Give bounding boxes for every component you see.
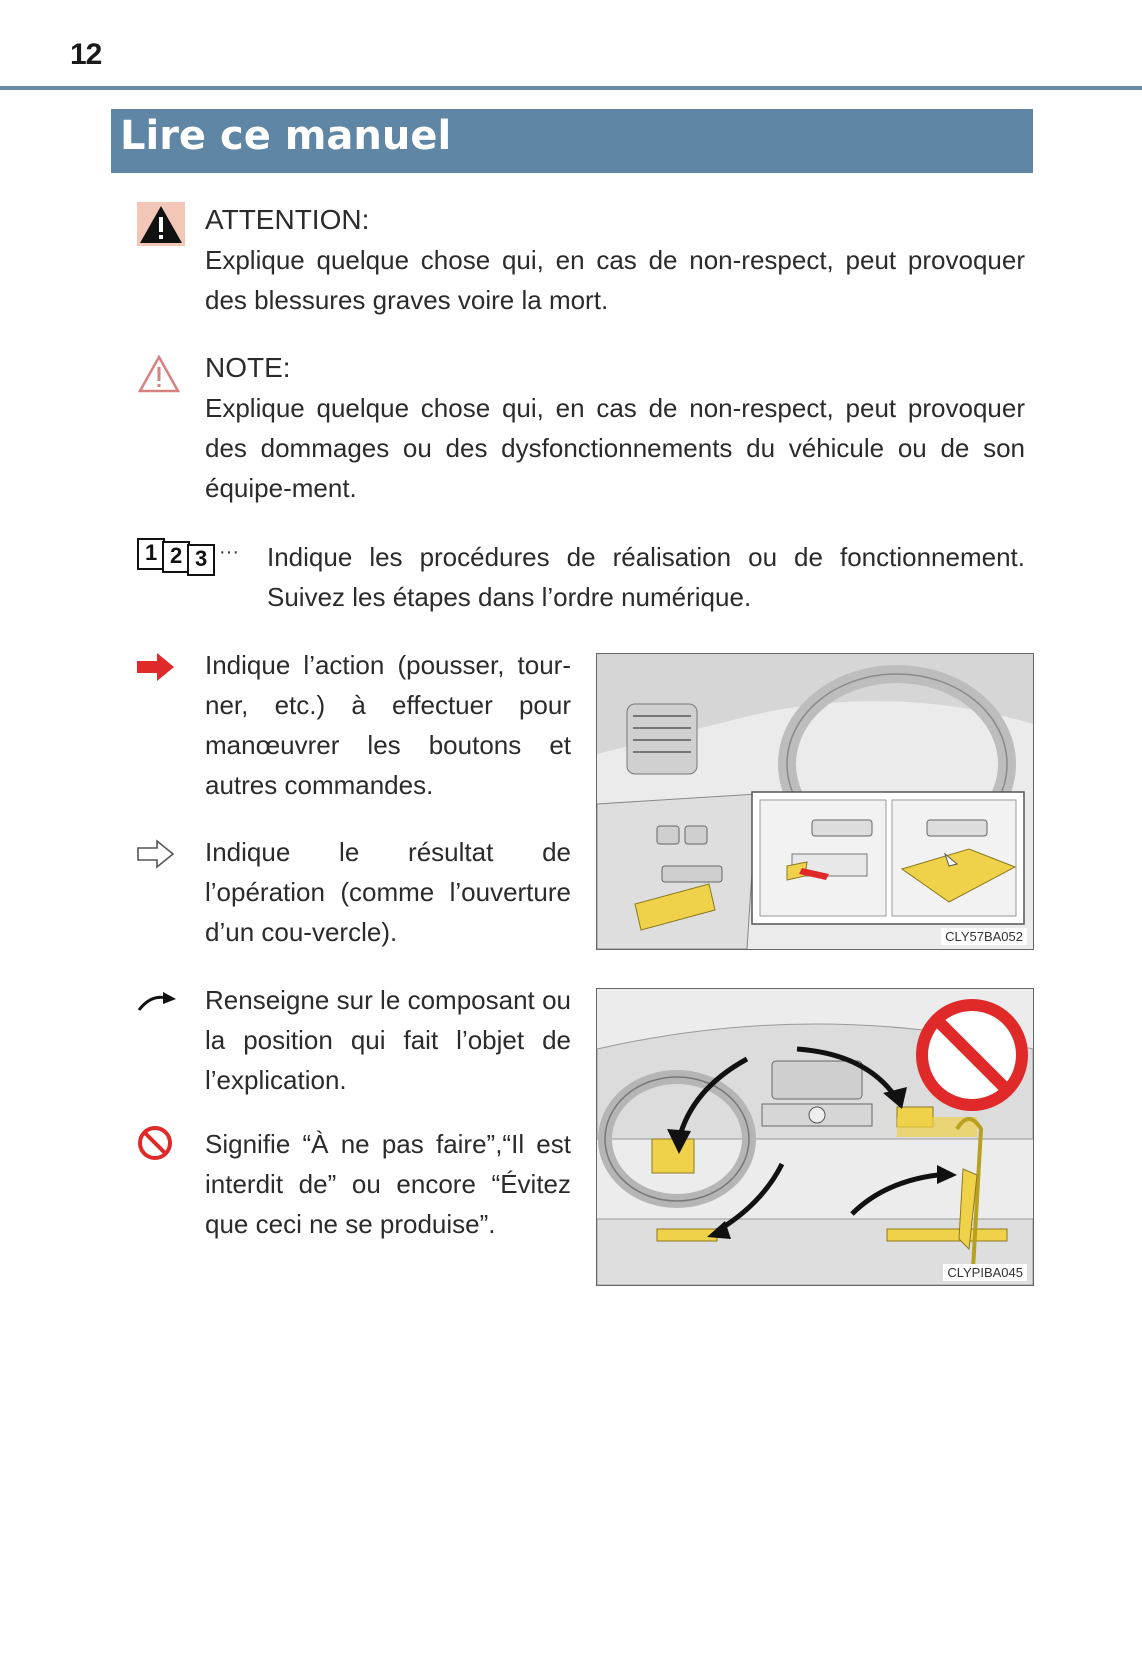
step-number-1: 1	[145, 540, 158, 565]
step-number-3: 3	[195, 546, 208, 571]
prohibit-text: Signifie “À ne pas faire”,“Il est interdit de” ou encore “Évitez que ceci ne se produise”.	[205, 1129, 571, 1239]
step-number-2: 2	[170, 543, 183, 568]
note-heading: NOTE:	[205, 352, 291, 383]
steps-text: Indique les procédures de réalisation ou de fonctionnement. Suivez les étapes dans l’ordre numérique.	[267, 542, 1025, 612]
curved-arrow-icon	[137, 988, 177, 1014]
section-title: Lire ce manuel	[120, 113, 452, 159]
numbered-steps-icon	[137, 537, 249, 577]
section-title-bar	[111, 109, 1033, 173]
attention-text: Explique quelque chose qui, en cas de non-respect, peut provoquer des blessures graves voire la mort.	[205, 245, 1025, 315]
figure-code-2: CLYPIBA045	[943, 1264, 1027, 1281]
figure-prohibited-items	[596, 988, 1034, 1286]
steps-ellipsis: ···	[219, 541, 239, 563]
figure-glovebox	[596, 653, 1034, 950]
page-number: 12	[70, 38, 102, 71]
warning-filled-icon	[137, 202, 185, 246]
attention-heading: ATTENTION:	[205, 204, 370, 235]
red-arrow-icon	[137, 652, 175, 682]
pointer-text: Renseigne sur le composant ou la position qui fait l’objet de l’explication.	[205, 985, 571, 1095]
action-text: Indique l’action (pousser, tour-ner, etc.) à effectuer pour manœuvrer les boutons et autres commandes.	[205, 650, 571, 800]
note-text: Explique quelque chose qui, en cas de non-respect, peut provoquer des dommages ou des dysfonctionnements du véhicule ou de son équipe-ment.	[205, 393, 1025, 503]
no-entry-icon	[137, 1125, 173, 1161]
result-text: Indique le résultat de l’opération (comme l’ouverture d’un cou-vercle).	[205, 837, 571, 947]
figure-code-1: CLY57BA052	[941, 928, 1027, 945]
outline-arrow-icon	[137, 839, 175, 869]
header-rule	[0, 86, 1142, 90]
warning-outline-icon	[137, 354, 181, 394]
